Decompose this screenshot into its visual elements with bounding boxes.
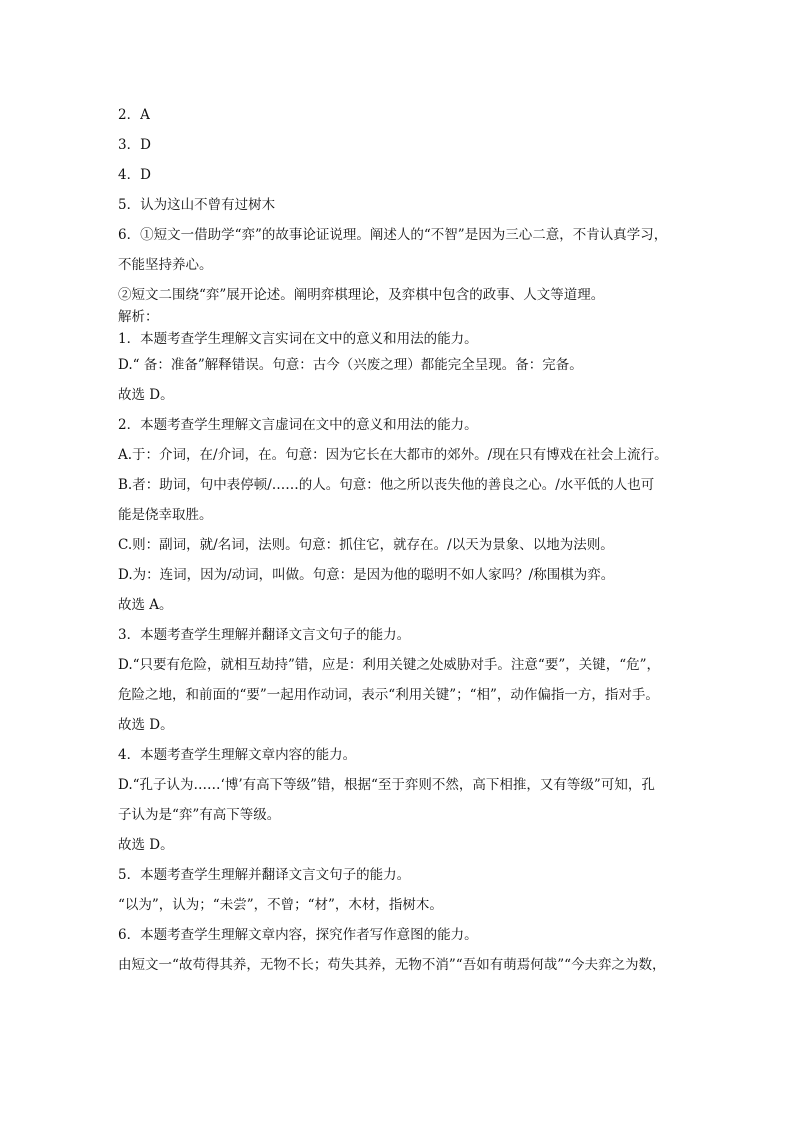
analysis-line: 子认为是“弈”有高下等级。 <box>118 807 281 823</box>
analysis-line: 6．本题考查学生理解文章内容，探究作者写作意图的能力。 <box>118 927 478 943</box>
analysis-line: D.“ 备：准备”解释错误。句意：古今（兴废之理）都能完全呈现。备：完备。 <box>118 357 583 373</box>
analysis-line: 2．本题考查学生理解文言虚词在文中的意义和用法的能力。 <box>118 417 478 433</box>
analysis-line: B.者：助词，句中表停顿/……的人。句意：他之所以丧失他的善良之心。/水平低的人也可 <box>118 477 655 493</box>
answer-6-line-2: 不能坚持养心。 <box>118 257 213 273</box>
answer-4: 4．D <box>118 167 151 183</box>
analysis-line: 1．本题考查学生理解文言实词在文中的意义和用法的能力。 <box>118 331 478 347</box>
analysis-line: 故选 D。 <box>118 387 174 403</box>
analysis-line: 能是侥幸取胜。 <box>118 507 213 523</box>
answer-3: 3．D <box>118 137 151 153</box>
analysis-line: 4．本题考查学生理解文章内容的能力。 <box>118 747 357 763</box>
answer-6-part-2: ②短文二围绕“弈”展开论述。阐明弈棋理论，及弈棋中包含的政事、人文等道理。 <box>118 287 605 303</box>
answer-5: 5．认为这山不曾有过树木 <box>118 197 276 213</box>
analysis-line: D.“孔子认为……‘博’有高下等级”错，根据“至于弈则不然，高下相推，又有等级”可知，孔 <box>118 777 655 793</box>
analysis-line: 故选 A。 <box>118 597 173 613</box>
analysis-line: 故选 D。 <box>118 717 174 733</box>
analysis-line: 3．本题考查学生理解并翻译文言文句子的能力。 <box>118 627 411 643</box>
analysis-line: A.于：介词，在/介词，在。句意：因为它长在大都市的郊外。/现在只有博戏在社会上流行。 <box>118 447 668 463</box>
answer-2: 2．A <box>118 107 150 123</box>
analysis-line: 故选 D。 <box>118 837 174 853</box>
document-body <box>118 100 678 980</box>
analysis-line: D.“只要有危险，就相互劫持”错，应是：利用关键之处威胁对手。注意“要”，关键，“危”， <box>118 657 661 673</box>
analysis-line: 由短文一“故苟得其养，无物不长；苟失其养，无物不消”“吾如有萌焉何哉”“今夫弈之为数， <box>118 957 666 973</box>
analysis-line: C.则：副词，就/名词，法则。句意：抓住它，就存在。/以天为景象、以地为法则。 <box>118 537 614 553</box>
analysis-line: 5．本题考查学生理解并翻译文言文句子的能力。 <box>118 867 411 883</box>
analysis-line: 危险之地，和前面的“要”一起用作动词，表示“利用关键”；“相”，动作偏指一方，指对手。 <box>118 687 659 703</box>
analysis-line: “以为”，认为；“未尝”，不曾；“材”，木材，指树木。 <box>118 897 443 913</box>
answer-6-line-1: 6．①短文一借助学“弈”的故事论证说理。阐述人的“不智”是因为三心二意，不肯认真学习， <box>118 227 668 243</box>
analysis-line: D.为：连词，因为/动词，叫做。句意：是因为他的聪明不如人家吗？/称围棋为弈。 <box>118 567 615 583</box>
analysis-label: 解析： <box>118 309 159 325</box>
